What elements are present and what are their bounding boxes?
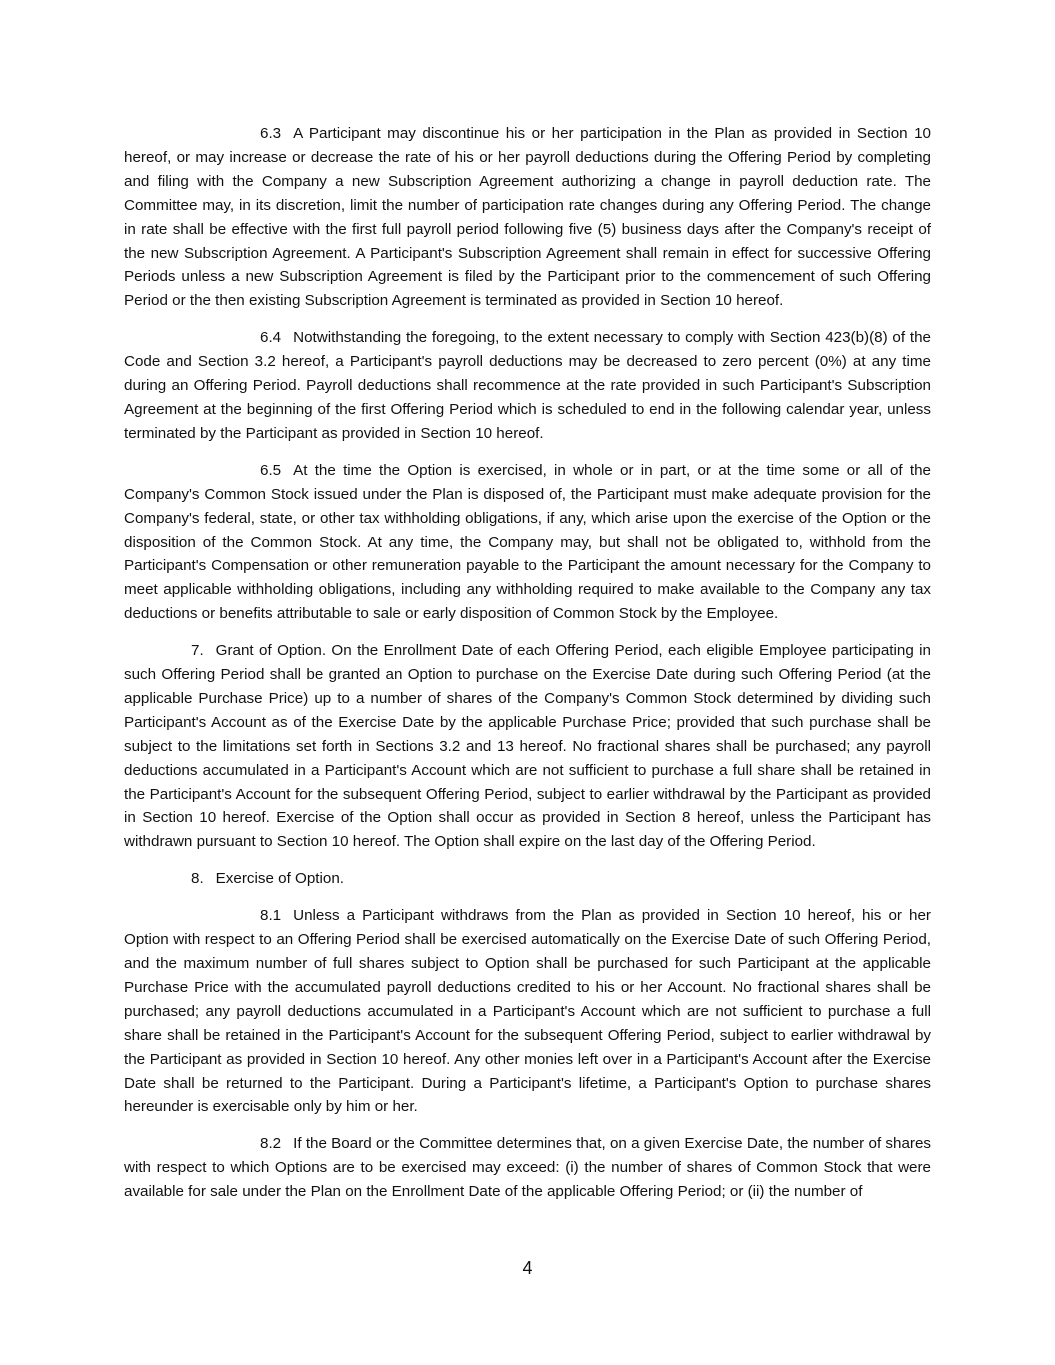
paragraph-number: 8.1 bbox=[260, 907, 282, 925]
paragraph-8-1 bbox=[124, 904, 931, 1119]
section-number: 8. bbox=[191, 870, 204, 888]
paragraph-6-5 bbox=[124, 459, 931, 626]
paragraph-number: 6.3 bbox=[260, 125, 282, 142]
paragraph-text: Grant of Option. On the Enrollment Date of each Offering Period, each eligible Employee participating in such Offering Period shall be granted an Option to purchase on the Exercise Date during such Offering Period (at the applicable Purchase Price) up to a number of shares of the Company's Common Stock determined by dividing such Participant's Account as of the Exercise Date by the applicable Purchase Price; provided that such purchase shall be subject to the limitations set forth in Sections 3.2 and 13 hereof. No fractional shares shall be purchased; any payroll deductions accumulated in a Participant's Account which are not sufficient to purchase a full share shall be retained in the Participant's Account for the subsequent Offering Period, subject to earlier withdrawal by the Participant as provided in Section 10 hereof. Exercise of the Option shall occur as provided in Section 8 hereof, unless the Participant has withdrawn pursuant to Section 10 hereof. The Option shall expire on the last day of the Offering Period. bbox=[124, 642, 931, 851]
section-7-grant-of-option bbox=[124, 639, 931, 854]
paragraph-text: Unless a Participant withdraws from the Plan as provided in Section 10 hereof, his or her Option with respect to an Offering Period shall be exercised automatically on the Exercise Date of such Offering Period, and the maximum number of full shares subject to Option shall be purchased for such Participant at the applicable Purchase Price with the accumulated payroll deductions credited to his or her Account. No fractional shares shall be purchased; any payroll deductions accumulated in a Participant's Account which are not sufficient to purchase a full share shall be retained in the Participant's Account for the subsequent Offering Period, subject to earlier withdrawal by the Participant as provided in Section 10 hereof. Any other monies left over in a Participant's Account after the Exercise Date shall be returned to the Participant. During a Participant's lifetime, a Participant's Option to purchase shares hereunder is exercisable only by him or her. bbox=[124, 907, 931, 1116]
paragraph-number: 8.2 bbox=[260, 1135, 282, 1153]
paragraph-8-2 bbox=[124, 1132, 931, 1204]
page-number: 4 bbox=[522, 1258, 533, 1278]
paragraph-6-4 bbox=[124, 326, 931, 446]
paragraph-number: 6.4 bbox=[260, 329, 282, 347]
paragraph-text: A Participant may discontinue his or her participation in the Plan as provided in Section 10 hereof, or may increase or decrease the rate of his or her payroll deductions during the Offering Period by completing and filing with the Company a new Subscription Agreement authorizing a change in payroll deduction rate. The Committee may, in its discretion, limit the number of participation rate changes during any Offering Period. The change in rate shall be effective with the first full payroll period following five (5) business days after the Company's receipt of the new Subscription Agreement. A Participant's Subscription Agreement shall remain in effect for successive Offering Periods unless a new Subscription Agreement is filed by the Participant prior to the commencement of such Offering Period or the then existing Subscription Agreement is terminated as provided in Section 10 hereof. bbox=[124, 125, 931, 310]
section-number: 7. bbox=[191, 642, 204, 660]
paragraph-number: 6.5 bbox=[260, 461, 282, 479]
section-title: Exercise of Option. bbox=[215, 870, 344, 888]
section-8-heading bbox=[124, 867, 931, 891]
paragraph-text: If the Board or the Committee determines that, on a given Exercise Date, the number of shares with respect to which Options are to be exercised may exceed: (i) the number of shares of Common Stock that were available for sale under the Plan on the Enrollment Date of the applicable Offering Period; or (ii) the number of bbox=[124, 1135, 931, 1201]
document-body bbox=[124, 122, 931, 1217]
paragraph-text: At the time the Option is exercised, in whole or in part, or at the time some or all of the Company's Common Stock issued under the Plan is disposed of, the Participant must make adequate provision for the Company's federal, state, or other tax withholding obligations, if any, which arise upon the exercise of the Option or the disposition of the Common Stock. At any time, the Company may, but shall not be obligated to, withhold from the Participant's Compensation or other remuneration payable to the Participant the amount necessary for the Company to meet applicable withholding obligations, including any withholding required to make available to the Company any tax deductions or benefits attributable to sale or early disposition of Common Stock by the Employee. bbox=[124, 461, 931, 623]
paragraph-6-3 bbox=[124, 122, 931, 313]
paragraph-text: Notwithstanding the foregoing, to the extent necessary to comply with Section 423(b)(8) of the Code and Section 3.2 hereof, a Participant's payroll deductions may be decreased to zero percent (0%) at any time during an Offering Period. Payroll deductions shall recommence at the rate provided in such Participant's Subscription Agreement at the beginning of the first Offering Period which is scheduled to end in the following calendar year, unless terminated by the Participant as provided in Section 10 hereof. bbox=[124, 329, 931, 442]
